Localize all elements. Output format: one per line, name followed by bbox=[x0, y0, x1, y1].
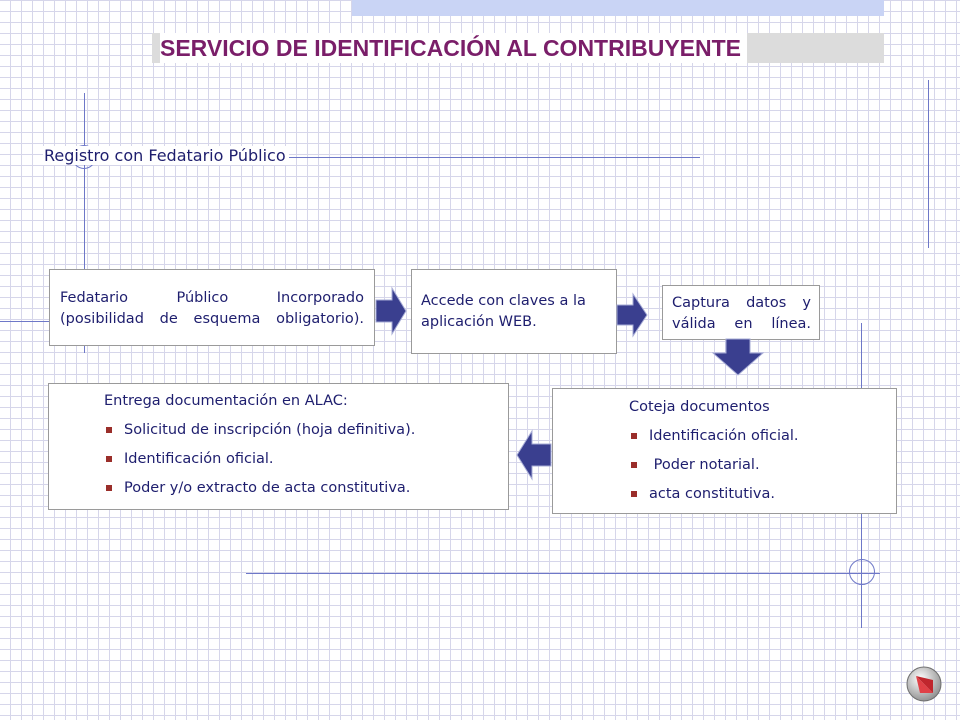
arrow-right-icon bbox=[616, 292, 648, 338]
step-fedatario-text: Fedatario Público Incorporado (posibilidad de esquema obligatorio). bbox=[60, 290, 364, 327]
deco-ring-bottom-right bbox=[849, 559, 875, 585]
bullet-icon bbox=[106, 485, 112, 491]
list-item-text: Poder notarial. bbox=[649, 457, 760, 473]
next-slide-icon[interactable] bbox=[905, 665, 943, 703]
list-item bbox=[104, 474, 498, 503]
list-item bbox=[104, 416, 498, 445]
step-coteja-box bbox=[552, 388, 897, 514]
list-item bbox=[629, 422, 886, 451]
arrow-right-icon bbox=[375, 285, 407, 337]
bullet-icon bbox=[631, 433, 637, 439]
step-entrega-box bbox=[48, 383, 509, 510]
list-item-text: Solicitud de inscripción (hoja definitiva). bbox=[124, 422, 416, 438]
step-fedatario-box bbox=[49, 269, 375, 346]
bullet-icon bbox=[106, 456, 112, 462]
step-captura-text: Captura datos y válida en línea. bbox=[672, 295, 811, 332]
deco-line-right-top-vertical bbox=[928, 80, 929, 248]
bullet-icon bbox=[106, 427, 112, 433]
list-item bbox=[104, 445, 498, 474]
list-item-text: Identificación oficial. bbox=[649, 428, 799, 444]
deco-line-bottom-horizontal bbox=[246, 573, 880, 574]
header-band bbox=[352, 0, 884, 16]
list-item-text: Identificación oficial. bbox=[124, 451, 274, 467]
bullet-icon bbox=[631, 462, 637, 468]
step-accede-box bbox=[411, 269, 617, 354]
arrow-left-icon bbox=[516, 428, 552, 482]
arrow-down-icon bbox=[712, 338, 764, 376]
list-item-text: acta constitutiva. bbox=[649, 486, 776, 502]
bullet-icon bbox=[631, 491, 637, 497]
list-item-text: Poder y/o extracto de acta constitutiva. bbox=[124, 480, 411, 496]
page-title: SERVICIO DE IDENTIFICACIÓN AL CONTRIBUYENTE bbox=[160, 33, 747, 63]
list-item bbox=[629, 480, 886, 509]
step-coteja-heading: Coteja documentos bbox=[629, 399, 770, 415]
step-accede-text: Accede con claves a la aplicación WEB. bbox=[421, 293, 586, 330]
list-item bbox=[629, 451, 886, 480]
step-entrega-heading: Entrega documentación en ALAC: bbox=[104, 393, 348, 409]
section-subtitle: Registro con Fedatario Público bbox=[43, 146, 289, 165]
step-captura-box bbox=[662, 285, 820, 340]
